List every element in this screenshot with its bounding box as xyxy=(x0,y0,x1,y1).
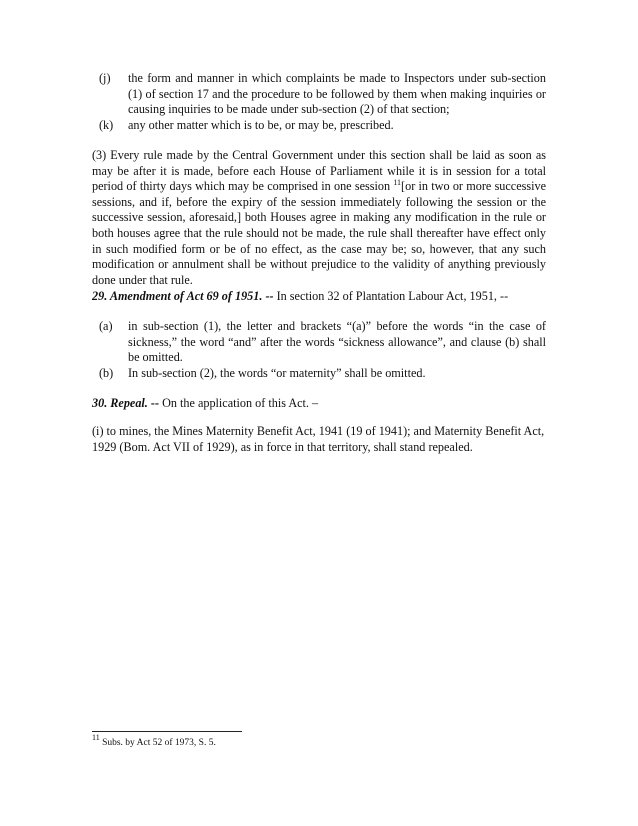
paragraph-3-text-b: [or in two or more successive sessions, and if, before the expiry of the session immediately following the session or the successive session, aforesaid,] both Houses agree in making any modification in the rule or both houses agree that the rule should not be made, the rule shall thereafter have effect only in such modified form or be of no effect, as the case may be; so, however, that any such modification or annulment shall be without prejudice to the validity of anything previously done under that rule. xyxy=(92,179,547,287)
section-29-heading: 29. Amendment of Act 69 of 1951. -- xyxy=(92,289,274,303)
section-29-clauses xyxy=(92,319,546,381)
footnote-ref-11: 11 xyxy=(393,178,402,188)
clause-a-text: in sub-section (1), the letter and brackets “(a)” before the words “in the case of sickness,” the word “and” after the words “sickness allowance”, and clause (b) shall be omitted. xyxy=(128,319,546,365)
clause-k-label: (k) xyxy=(99,117,114,132)
clause-k-text: any other matter which is to be, or may be, prescribed. xyxy=(128,117,394,132)
clause-list-top xyxy=(92,71,546,133)
section-29-heading-line xyxy=(92,289,546,305)
section-30-heading-line xyxy=(92,396,546,412)
clause-a xyxy=(92,319,546,366)
section-30-paragraph-text: (i) to mines, the Mines Maternity Benefit Act, 1941 (19 of 1941); and Maternity Benefit Act, 1929 (Bom. Act VII of 1929), as in force in that territory, shall stand repealed. xyxy=(92,424,545,454)
clause-k xyxy=(92,118,546,134)
clause-j xyxy=(92,71,546,118)
clause-j-text: the form and manner in which complaints be made to Inspectors under sub-section (1) of section 17 and the procedure to be followed by them when making inquiries or causing inquiries to be made under sub-section (2) of that section; xyxy=(128,71,546,117)
footnote xyxy=(92,733,216,749)
clause-a-label: (a) xyxy=(99,319,113,333)
paragraph-3 xyxy=(92,148,546,288)
footnote-divider xyxy=(92,731,242,732)
clause-b xyxy=(92,366,546,382)
clause-b-label: (b) xyxy=(99,365,114,380)
section-30-paragraph xyxy=(92,424,546,455)
clause-b-text: In sub-section (2), the words “or maternity” shall be omitted. xyxy=(128,365,426,380)
paragraph-3-text-a: (3) Every rule made by the Central Government under this section shall be laid as soon as may be after it is made, before each House of Parliament while it is in session for a total period of thirty days which may be comprised in one session xyxy=(92,148,546,194)
footnote-text: Subs. by Act 52 of 1973, S. 5. xyxy=(99,738,216,748)
section-30-intro: On the application of this Act. – xyxy=(159,396,319,410)
footnote-number: 11 xyxy=(92,733,100,742)
section-29-intro: In section 32 of Plantation Labour Act, 1951, -- xyxy=(273,289,509,303)
section-30-heading: 30. Repeal. -- xyxy=(92,396,160,410)
clause-j-label: (j) xyxy=(99,71,111,85)
